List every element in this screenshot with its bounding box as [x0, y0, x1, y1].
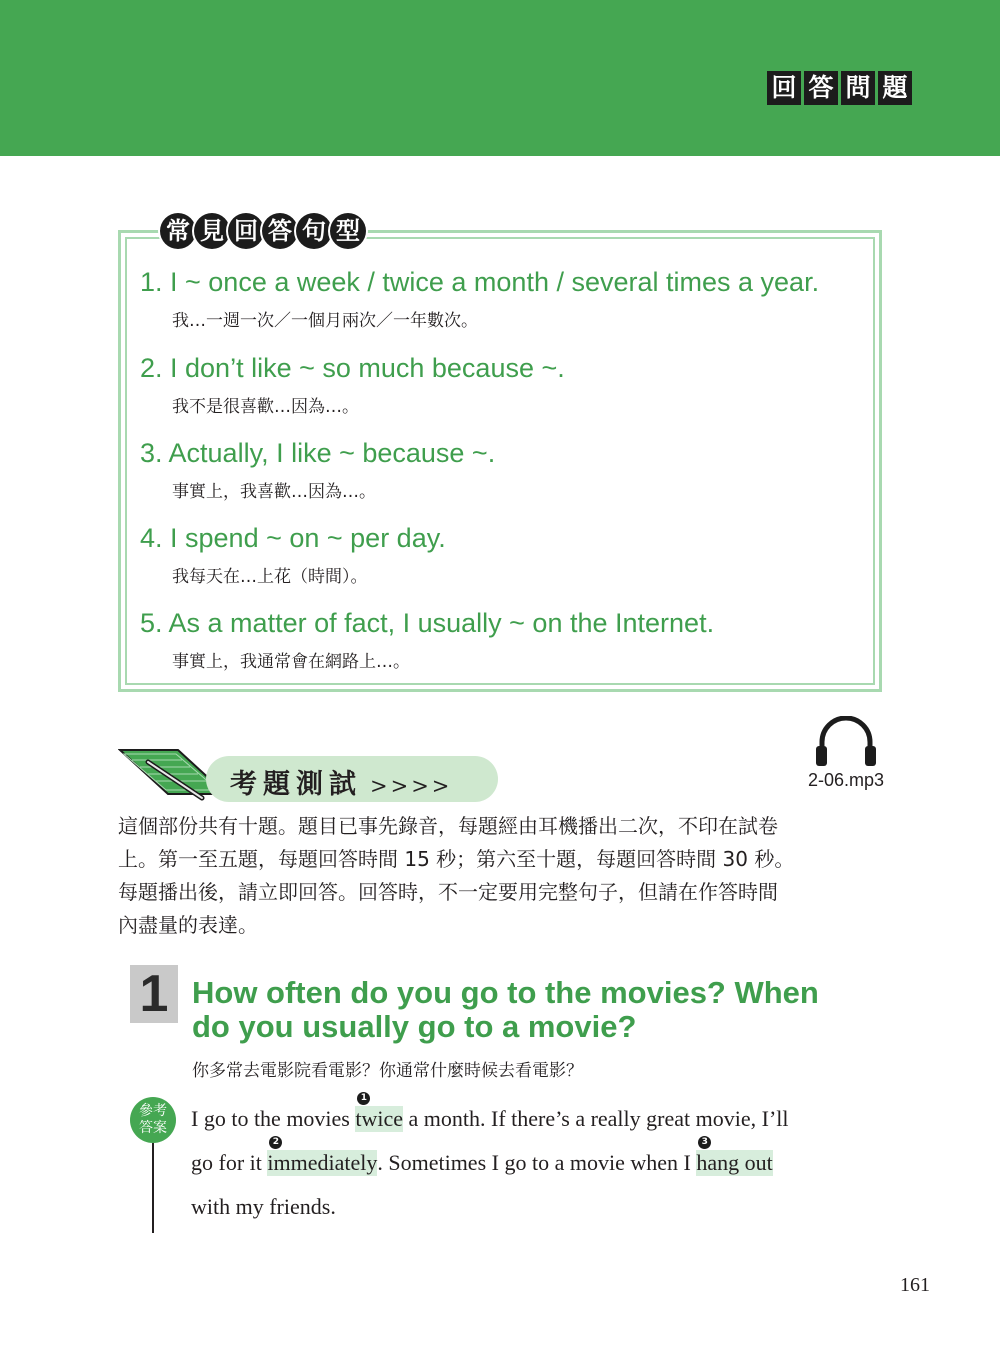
pattern-item [140, 437, 495, 502]
question-line: do you usually go to a movie? [192, 1009, 637, 1044]
reference-rule [152, 1143, 154, 1233]
pattern-item [140, 266, 819, 331]
pattern-item [140, 522, 446, 587]
headphones-icon [796, 716, 896, 770]
question-text [192, 976, 892, 1044]
answer-line [191, 1093, 891, 1141]
footnote-marker: 1 [357, 1092, 370, 1105]
instructions-line: 內盡量的表達。 [118, 913, 258, 937]
highlight-phrase [696, 1137, 773, 1176]
answer-text: . Sometimes I go to a movie when I [377, 1150, 697, 1175]
question-number: 1 [130, 965, 178, 1023]
pattern-chinese: 事實上，我喜歡…因為…。 [172, 482, 376, 502]
question-translation: 你多常去電影院看電影？你通常什麼時候去看電影？ [192, 1061, 583, 1081]
pattern-english: 2. I don’t like ~ so much because ~. [140, 353, 565, 383]
patterns-title-char: 見 [194, 213, 230, 249]
pattern-chinese: 我每天在…上花（時間）。 [172, 567, 368, 587]
footnote-marker: 2 [269, 1136, 282, 1149]
test-heading [118, 740, 488, 810]
patterns-title-char: 回 [228, 213, 264, 249]
audio-track[interactable] [796, 716, 896, 796]
reference-answer [191, 1093, 891, 1229]
instructions-line: 每題播出後，請立即回答。回答時，不一定要用完整句子，但請在作答時間 [118, 880, 778, 904]
patterns-title-char: 常 [160, 213, 196, 249]
pattern-english: 1. I ~ once a week / twice a month / several times a year. [140, 267, 820, 297]
instructions-line: 這個部份共有十題。題目已事先錄音，每題經由耳機播出二次，不印在試卷 [118, 814, 778, 838]
pattern-english: 4. I spend ~ on ~ per day. [140, 523, 446, 553]
test-heading-title [230, 762, 452, 801]
section-tag-char: 回 [767, 71, 801, 105]
patterns-title [160, 213, 364, 249]
answer-line: with my friends. [191, 1194, 336, 1219]
section-tag-char: 問 [841, 71, 875, 105]
reference-answer-badge [130, 1097, 176, 1143]
instructions [118, 810, 888, 942]
pattern-item [140, 607, 714, 672]
highlight-phrase [267, 1137, 378, 1176]
question-line: How often do you go to the movies? When [192, 975, 819, 1010]
pattern-chinese: 我…一週一次／一個月兩次／一年數次。 [172, 311, 478, 331]
answer-text: a month. If there’s a really great movie, I’ll [403, 1106, 789, 1131]
reference-label-line: 參考 [139, 1103, 167, 1119]
patterns-title-char: 答 [262, 213, 298, 249]
patterns-title-char: 句 [296, 213, 332, 249]
page-number: 161 [900, 1274, 930, 1296]
test-title-arrows: >>>> [370, 774, 453, 798]
section-tag [767, 71, 912, 105]
highlight-text: immediately [267, 1150, 378, 1175]
answer-text: go for it [191, 1150, 268, 1175]
highlight-text: twice [355, 1106, 404, 1131]
answer-line [191, 1137, 891, 1185]
pattern-english: 5. As a matter of fact, I usually ~ on the Internet. [140, 608, 715, 638]
answer-text: I go to the movies [191, 1106, 356, 1131]
pattern-item [140, 352, 565, 417]
section-tag-char: 答 [804, 71, 838, 105]
test-title-text: 考題測試 [230, 769, 362, 800]
pattern-chinese: 我不是很喜歡…因為…。 [172, 397, 359, 417]
reference-label-line: 答案 [139, 1120, 167, 1136]
instructions-line: 上。第一至五題，每題回答時間 15 秒；第六至十題，每題回答時間 30 秒。 [118, 847, 795, 871]
footnote-marker: 3 [698, 1136, 711, 1149]
patterns-title-char: 型 [330, 213, 366, 249]
section-tag-char: 題 [878, 71, 912, 105]
audio-file-label: 2-06.mp3 [807, 770, 885, 790]
pattern-chinese: 事實上，我通常會在網路上…。 [172, 652, 410, 672]
highlight-text: hang out [696, 1150, 773, 1175]
highlight-phrase [355, 1093, 404, 1132]
pattern-english: 3. Actually, I like ~ because ~. [140, 438, 496, 468]
